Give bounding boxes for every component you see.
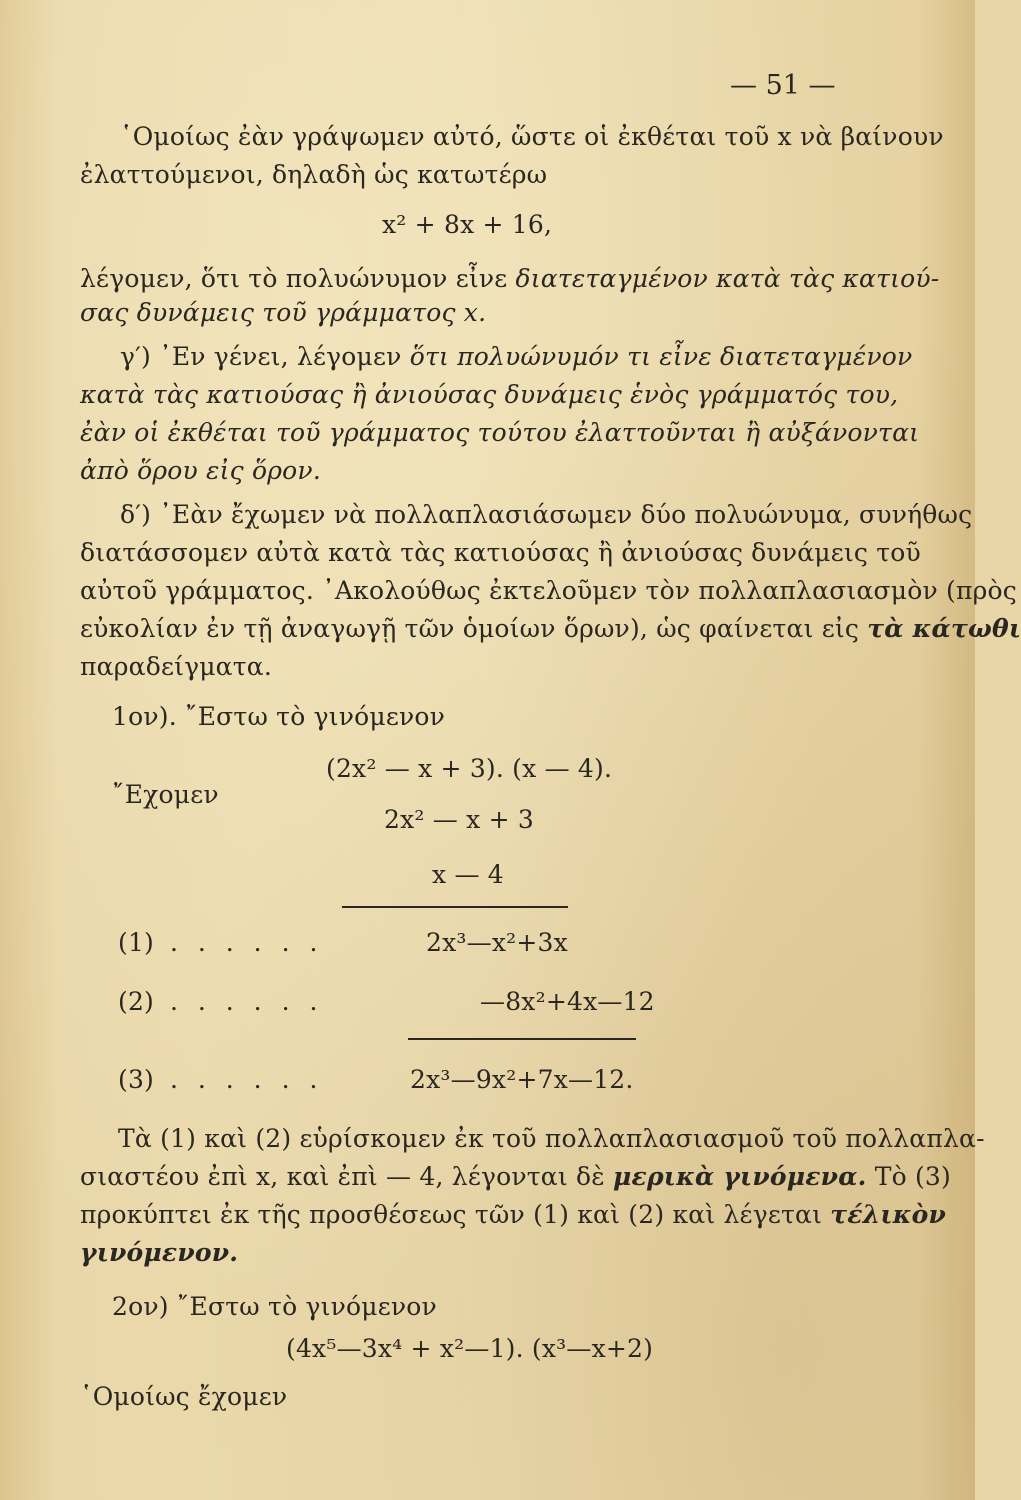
paragraph-4-line-1: δ′) ᾿Εὰν ἔχωμεν νὰ πολλαπλασιάσωμεν δύο πολυώνυμα, συνήθως xyxy=(120,500,973,529)
paragraph-5-line-3 xyxy=(80,1198,946,1232)
example-1-product: (2x² — x + 3). (x — 4). xyxy=(326,754,613,783)
paragraph-3-emphasis: ὅτι πολυώνυμόν τι εἶνε διατεταγμένον xyxy=(409,342,913,371)
example-2-product: (4x⁵—3x⁴ + x²—1). (x³—x+2) xyxy=(286,1334,654,1363)
paragraph-3-text: γ′) ᾿Εν γένει, λέγομεν xyxy=(120,342,410,371)
paragraph-3-line-4: ἀπὸ ὅρου εἰς ὅρον. xyxy=(80,456,321,485)
paragraph-2-line-2: σας δυνάμεις τοῦ γράμματος x. xyxy=(80,298,487,327)
row-2-value: —8x²+4x—12 xyxy=(480,987,655,1016)
row-1-value: 2x³—x²+3x xyxy=(426,928,568,957)
paragraph-3-line-1 xyxy=(120,340,912,374)
paragraph-5-emphasis-a: μερικὰ γινόμενα. xyxy=(613,1162,867,1191)
paragraph-4-line-5: παραδείγματα. xyxy=(80,652,273,681)
example-1-intro: 1ον). ῎Εστω τὸ γινόμενον xyxy=(112,702,446,731)
row-3-label: (3) xyxy=(118,1065,155,1094)
paragraph-5-line-4: γινόμενον. xyxy=(80,1238,239,1267)
multiplication-rule xyxy=(342,906,568,908)
example-1-multiplier: x — 4 xyxy=(432,860,504,889)
paragraph-5-line-2 xyxy=(80,1160,951,1194)
paragraph-4-line-3: αὐτοῦ γράμματος. ᾿Ακολούθως ἐκτελοῦμεν τὸν πολλαπλασιασμὸν (πρὸς xyxy=(80,576,1017,605)
paragraph-4-text: εὐκολίαν ἐν τῇ ἀναγωγῇ τῶν ὁμοίων ὅρων), ὡς φαίνεται εἰς xyxy=(80,614,868,643)
row-1-label: (1) xyxy=(118,928,155,957)
paragraph-1-line-1: ῾Ομοίως ἐὰν γράψωμεν αὐτό, ὥστε οἱ ἐκθέται τοῦ x νὰ βαίνουν xyxy=(120,122,944,151)
example-2-have: ῾Ομοίως ἔχομεν xyxy=(80,1382,288,1411)
paragraph-5-text-a: σιαστέου ἐπὶ x, καὶ ἐπὶ — 4, λέγονται δὲ xyxy=(80,1162,614,1191)
paragraph-5-emphasis-b: τέλικὸν xyxy=(830,1200,947,1229)
paragraph-2-text: λέγομεν, ὅτι τὸ πολυώνυμον εἶνε xyxy=(80,264,516,293)
row-2-label: (2) xyxy=(118,987,155,1016)
paragraph-2-emphasis: διατεταγμένον κατὰ τὰς κατιού- xyxy=(515,264,940,293)
paragraph-2-line-1 xyxy=(80,262,939,296)
row-2-dots: . . . . . . xyxy=(170,987,324,1016)
example-1-multiplicand: 2x² — x + 3 xyxy=(384,805,534,834)
paragraph-4-emphasis: τὰ κάτωθι xyxy=(867,614,1021,643)
paragraph-1-line-2: ἐλαττούμενοι, δηλαδὴ ὡς κατωτέρω xyxy=(80,160,548,189)
paragraph-4-line-2: διατάσσομεν αὐτὰ κατὰ τὰς κατιούσας ἢ ἀνιούσας δυνάμεις τοῦ xyxy=(80,538,921,567)
example-1-have: ῎Εχομεν xyxy=(112,780,219,809)
paragraph-5-text-c: προκύπτει ἐκ τῆς προσθέσεως τῶν (1) καὶ (2) καὶ λέγεται xyxy=(80,1200,831,1229)
paragraph-5-line-1: Τὰ (1) καὶ (2) εὑρίσκομεν ἐκ τοῦ πολλαπλασιασμοῦ τοῦ πολλαπλα- xyxy=(118,1124,985,1153)
example-2-intro: 2ον) ῎Εστω τὸ γινόμενον xyxy=(112,1292,437,1321)
paragraph-3-line-2: κατὰ τὰς κατιούσας ἢ ἀνιούσας δυνάμεις ἑνὸς γράμματός του, xyxy=(80,380,899,409)
row-3-value: 2x³—9x²+7x—12. xyxy=(410,1065,634,1094)
row-1-dots: . . . . . . xyxy=(170,928,324,957)
row-3-dots: . . . . . . xyxy=(170,1065,324,1094)
paragraph-5-text-b: Τὸ (3) xyxy=(866,1162,951,1191)
paragraph-4-line-4 xyxy=(80,612,1021,646)
addition-rule xyxy=(408,1038,636,1040)
equation-1: x² + 8x + 16, xyxy=(382,210,553,239)
page-number: — 51 — xyxy=(730,70,836,101)
paragraph-3-line-3: ἐὰν οἱ ἐκθέται τοῦ γράμματος τούτου ἐλαττοῦνται ἢ αὐξάνονται xyxy=(80,418,920,447)
